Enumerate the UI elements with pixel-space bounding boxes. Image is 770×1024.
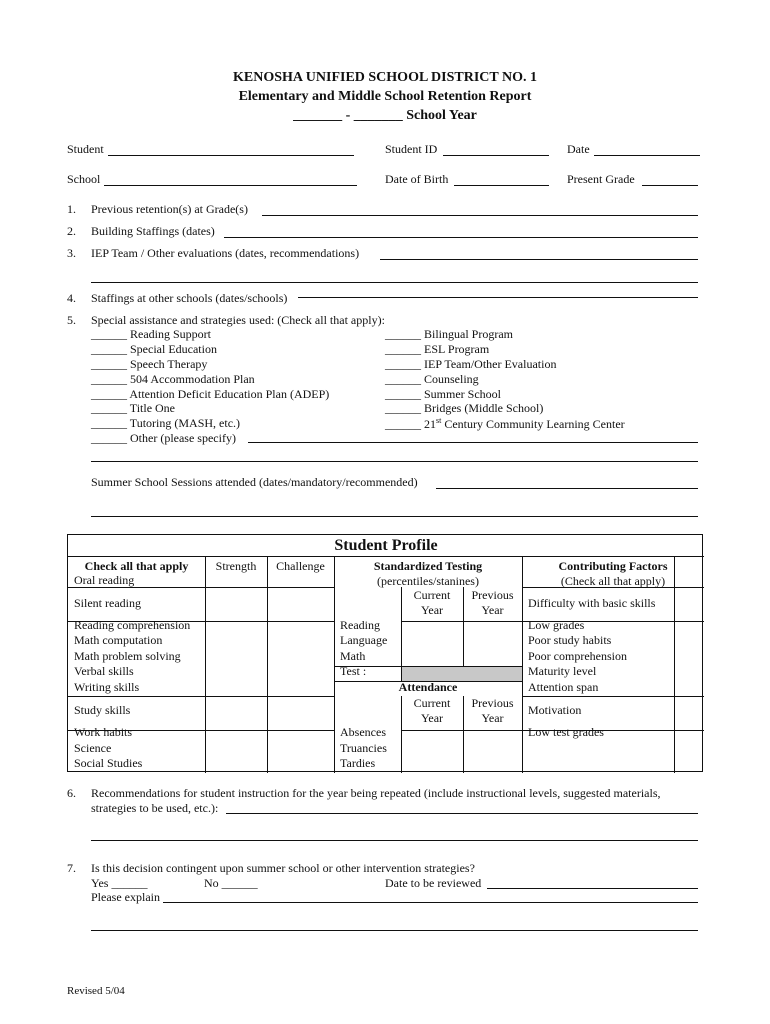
- assist-reading-support[interactable]: ______ Reading Support: [91, 327, 211, 341]
- school-year-line: _______ - _______ School Year: [293, 108, 477, 123]
- q5-label: Special assistance and strategies used: (Check all that apply):: [91, 313, 385, 327]
- attendance-current-label: Current: [413, 696, 451, 710]
- q2-number: 2.: [67, 224, 76, 238]
- q3-field-line2[interactable]: [91, 282, 698, 283]
- q4-label: Staffings at other schools (dates/schools): [91, 291, 288, 305]
- school-field[interactable]: [104, 185, 357, 186]
- std-testing-header: Standardized Testing: [373, 559, 483, 573]
- q3-number: 3.: [67, 246, 76, 260]
- attendance-previous-year-label: Year: [481, 711, 504, 725]
- q6-field[interactable]: [226, 813, 698, 814]
- assist-21st-century[interactable]: [385, 416, 625, 432]
- assist-21st-prefix: ______ 21: [385, 417, 436, 431]
- assist-special-education[interactable]: ______ Special Education: [91, 342, 217, 356]
- assist-counseling[interactable]: ______ Counseling: [385, 372, 479, 386]
- q1-number: 1.: [67, 202, 76, 216]
- attendance-absences: Absences: [340, 725, 386, 739]
- summer-sessions-label: Summer School Sessions attended (dates/mandatory/recommended): [91, 475, 418, 489]
- skill-social-studies[interactable]: Social Studies: [74, 756, 143, 770]
- school-label: School: [67, 172, 101, 186]
- factor-poor-comprehension[interactable]: Poor comprehension: [528, 649, 627, 663]
- assist-other-field[interactable]: [248, 442, 698, 443]
- assist-esl[interactable]: ______ ESL Program: [385, 342, 490, 356]
- skill-silent-reading[interactable]: Silent reading: [74, 596, 141, 610]
- q7-label: Is this decision contingent upon summer school or other intervention strategies?: [91, 861, 475, 875]
- present-grade-field[interactable]: [642, 185, 698, 186]
- assist-21st-rest: Century Community Learning Center: [441, 417, 625, 431]
- assist-21st-suffix: st: [436, 416, 442, 425]
- q2-label: Building Staffings (dates): [91, 224, 215, 238]
- factor-attention-span[interactable]: Attention span: [528, 680, 599, 694]
- skill-verbal[interactable]: Verbal skills: [74, 664, 134, 678]
- attendance-previous-label: Previous: [471, 696, 514, 710]
- q6-field-line2[interactable]: [91, 840, 698, 841]
- q7-yes[interactable]: Yes ______: [91, 876, 148, 890]
- q6-label: Recommendations for student instruction for the year being repeated (include instructional levels, suggested materials,: [91, 786, 661, 800]
- assist-title-one[interactable]: ______ Title One: [91, 401, 176, 415]
- col-strength: Strength: [215, 559, 257, 573]
- date-field[interactable]: [594, 155, 700, 156]
- test-previous-year-label: Year: [481, 603, 504, 617]
- assist-other[interactable]: ______ Other (please specify): [91, 431, 236, 445]
- q6-number: 6.: [67, 786, 76, 800]
- district-title: KENOSHA UNIFIED SCHOOL DISTRICT NO. 1: [233, 70, 537, 85]
- assist-tutoring[interactable]: ______ Tutoring (MASH, etc.): [91, 416, 241, 430]
- skill-math-problem-solving[interactable]: Math problem solving: [74, 649, 181, 663]
- factor-basic-skills[interactable]: Difficulty with basic skills: [528, 596, 656, 610]
- attendance-tardies: Tardies: [340, 756, 376, 770]
- factor-low-grades[interactable]: Low grades: [528, 618, 585, 632]
- factor-maturity-level[interactable]: Maturity level: [528, 664, 597, 678]
- skill-study[interactable]: Study skills: [74, 703, 131, 717]
- dob-field[interactable]: [454, 185, 549, 186]
- skill-oral-reading[interactable]: Oral reading: [74, 573, 135, 587]
- attendance-header: Attendance: [398, 680, 458, 694]
- test-current-label: Current: [413, 588, 451, 602]
- q7-no[interactable]: No ______: [204, 876, 258, 890]
- assist-adep[interactable]: ______ Attention Deficit Education Plan (ADEP): [91, 387, 330, 401]
- q7-explain-line2[interactable]: [91, 930, 698, 931]
- student-field[interactable]: [108, 155, 354, 156]
- assist-504-plan[interactable]: ______ 504 Accommodation Plan: [91, 372, 255, 386]
- skill-reading-comprehension[interactable]: Reading comprehension: [74, 618, 191, 632]
- skill-writing[interactable]: Writing skills: [74, 680, 140, 694]
- assist-bilingual[interactable]: ______ Bilingual Program: [385, 327, 513, 341]
- percentiles-header: (percentiles/stanines): [377, 574, 479, 588]
- test-reading: Reading: [340, 618, 380, 632]
- q7-explain-label: Please explain: [91, 890, 160, 904]
- assist-extra-line[interactable]: [91, 461, 698, 462]
- student-profile-table: [67, 534, 703, 772]
- test-other: Test :: [340, 664, 367, 678]
- q3-field[interactable]: [380, 259, 698, 260]
- revision-note: Revised 5/04: [67, 985, 125, 997]
- student-label: Student: [67, 142, 104, 156]
- q7-review-date-label: Date to be reviewed: [385, 876, 482, 890]
- test-math: Math: [340, 649, 366, 663]
- q6-label-line2: strategies to be used, etc.):: [91, 801, 219, 815]
- student-id-label: Student ID: [385, 142, 438, 156]
- q1-field[interactable]: [262, 215, 698, 216]
- assist-speech-therapy[interactable]: ______ Speech Therapy: [91, 357, 208, 371]
- attendance-truancies: Truancies: [340, 741, 387, 755]
- present-grade-label: Present Grade: [567, 172, 635, 186]
- test-previous-label: Previous: [471, 588, 514, 602]
- factor-poor-study-habits[interactable]: Poor study habits: [528, 633, 612, 647]
- test-language: Language: [340, 633, 388, 647]
- test-current-year-label: Year: [420, 603, 444, 617]
- report-title: Elementary and Middle School Retention Report: [238, 89, 532, 104]
- date-label: Date: [567, 142, 590, 156]
- factor-motivation[interactable]: Motivation: [528, 703, 582, 717]
- q2-field[interactable]: [224, 237, 698, 238]
- assist-bridges[interactable]: ______ Bridges (Middle School): [385, 401, 544, 415]
- skill-math-computation[interactable]: Math computation: [74, 633, 163, 647]
- contributing-factors-header: Contributing Factors: [558, 559, 668, 573]
- q7-number: 7.: [67, 861, 76, 875]
- summer-sessions-line2[interactable]: [91, 516, 698, 517]
- skill-science[interactable]: Science: [74, 741, 112, 755]
- contributing-sub-header: (Check all that apply): [560, 574, 666, 588]
- q7-explain-field[interactable]: [163, 902, 698, 903]
- test-row-shade: [402, 666, 522, 681]
- col-challenge: Challenge: [276, 559, 325, 573]
- attendance-current-year-label: Year: [420, 711, 444, 725]
- q7-review-date-field[interactable]: [487, 888, 698, 889]
- col-check-all: Check all that apply: [84, 559, 189, 573]
- student-id-field[interactable]: [443, 155, 549, 156]
- summer-sessions-field[interactable]: [436, 488, 698, 489]
- profile-title: Student Profile: [68, 535, 704, 557]
- skill-work-habits[interactable]: Work habits: [74, 725, 133, 739]
- dob-label: Date of Birth: [385, 172, 449, 186]
- assist-summer-school[interactable]: ______ Summer School: [385, 387, 501, 401]
- q5-number: 5.: [67, 313, 76, 327]
- q1-label: Previous retention(s) at Grade(s): [91, 202, 248, 216]
- factor-low-test-grades[interactable]: Low test grades: [528, 725, 604, 739]
- q4-number: 4.: [67, 291, 76, 305]
- q3-label: IEP Team / Other evaluations (dates, recommendations): [91, 246, 360, 260]
- q4-field[interactable]: [298, 297, 698, 298]
- assist-iep-team[interactable]: ______ IEP Team/Other Evaluation: [385, 357, 557, 371]
